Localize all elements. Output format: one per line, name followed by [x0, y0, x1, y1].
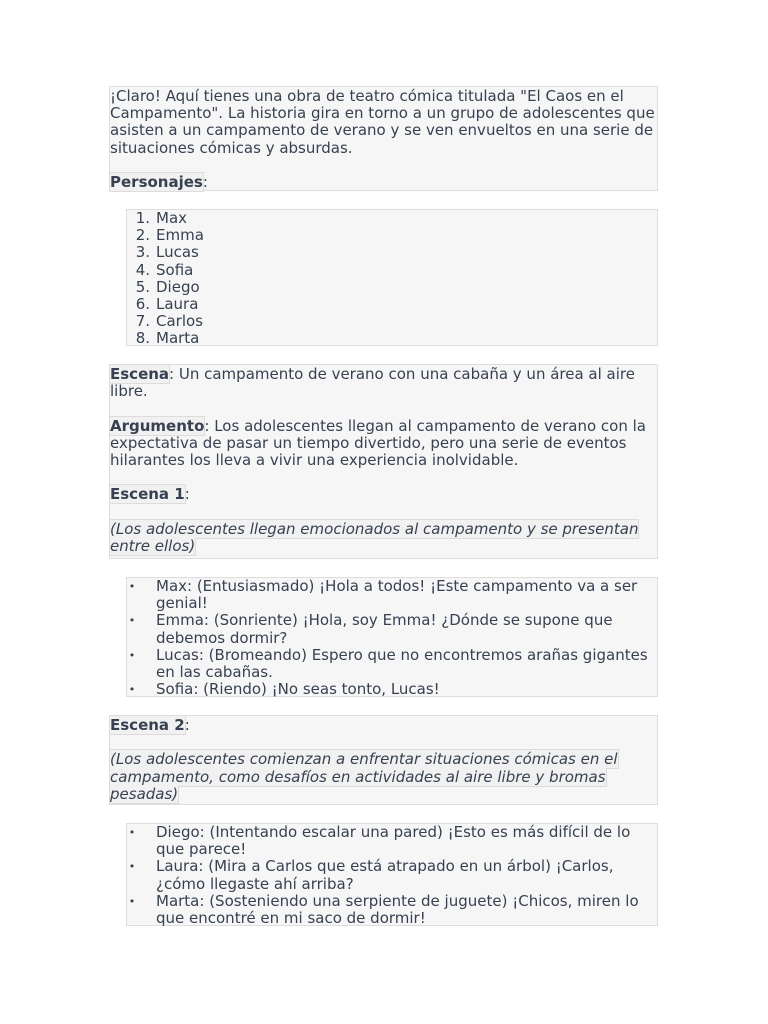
- list-item: • Emma: (Sonriente) ¡Hola, soy Emma! ¿Dónde se supone que debemos dormir?: [128, 611, 613, 647]
- scene2-dialogue-list: [126, 823, 658, 926]
- scene1-label: Escena 1: [110, 485, 185, 504]
- scene2-label: Escena 2: [110, 716, 185, 734]
- scene-info-block: [109, 364, 658, 559]
- list-item: • Marta: (Sosteniendo una serpiente de juguete) ¡Chicos, miren lo que encontré en mi saco de dormir!: [128, 891, 639, 928]
- intro-block: [109, 86, 658, 191]
- list-item: 4. Sofia: [135, 260, 194, 279]
- argumento-paragraph: Argumento: Los adolescentes llegan al campamento de verano con la expectativa de pasar un tiempo divertido, pero una serie de eventos hilarantes los lleva a vivir una experiencia inolvidable.: [110, 416, 646, 469]
- list-item: 8. Marta: [135, 329, 200, 348]
- scene2-block: [109, 715, 658, 805]
- scene1-stage-direction: (Los adolescentes llegan emocionados al campamento y se presentan entre ellos): [110, 519, 639, 555]
- list-item: 7. Carlos: [135, 312, 203, 331]
- list-item: • Laura: (Mira a Carlos que está atrapado en un árbol) ¡Carlos, ¿cómo llegaste ahí arriba?: [128, 857, 614, 893]
- list-item: 1. Max: [135, 209, 188, 227]
- personajes-label: Personajes: [110, 173, 203, 191]
- scene2-heading: Escena 2:: [110, 716, 190, 734]
- list-item: • Diego: (Intentando escalar una pared) ¡Esto es más difícil de lo que parece!: [128, 823, 631, 859]
- list-item: • Max: (Entusiasmado) ¡Hola a todos! ¡Este campamento va a ser genial!: [128, 577, 638, 613]
- scene1-heading: Escena 1:: [110, 485, 190, 504]
- personajes-heading: Personajes:: [110, 173, 208, 191]
- list-item: • Lucas: (Bromeando) Espero que no encontremos arañas gigantes en las cabañas.: [128, 645, 648, 682]
- list-item: 2. Emma: [135, 226, 204, 245]
- argumento-label: Argumento: [110, 416, 205, 435]
- escena-paragraph: Escena: Un campamento de verano con una cabaña y un área al aire libre.: [110, 365, 635, 401]
- list-item: 6. Laura: [135, 295, 199, 314]
- intro-paragraph: ¡Claro! Aquí tienes una obra de teatro cómica titulada "El Caos en el Campamento". La historia gira en torno a un grupo de adolescentes que asisten a un campamento de verano y se ven envueltos en una serie de situaciones cómicas y absurdas.: [110, 87, 655, 157]
- list-item: • Sofia: (Riendo) ¡No seas tonto, Lucas!: [128, 680, 440, 699]
- scene2-stage-direction: (Los adolescentes comienzan a enfrentar situaciones cómicas en el campamento, como desafíos en actividades al aire libre y bromas pesadas): [110, 750, 618, 803]
- escena-label: Escena: [110, 365, 170, 383]
- scene1-dialogue-list: [126, 577, 658, 697]
- characters-list: [126, 209, 658, 346]
- list-item: 5. Diego: [135, 277, 200, 296]
- list-item: 3. Lucas: [135, 243, 199, 262]
